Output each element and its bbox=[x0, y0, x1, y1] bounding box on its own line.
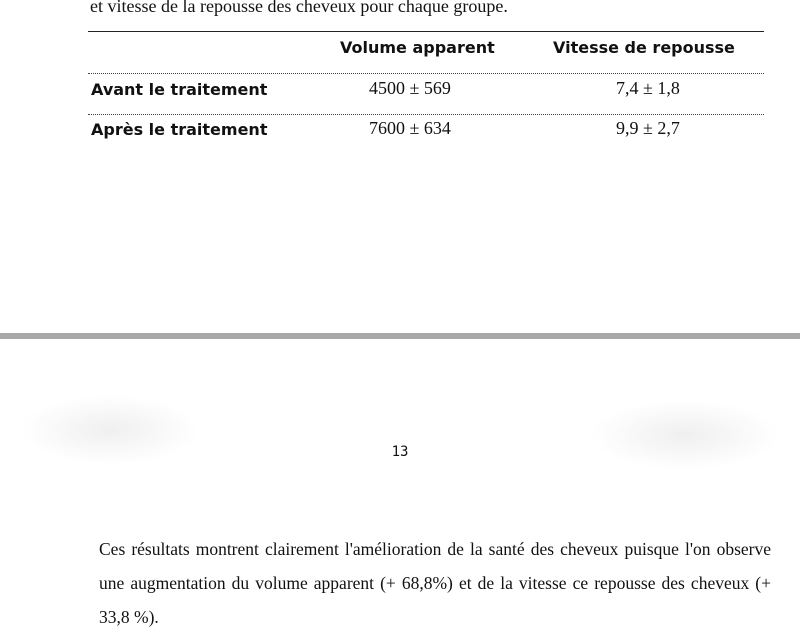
page-number: 13 bbox=[391, 444, 409, 460]
row-label-avant: Avant le traitement bbox=[91, 80, 268, 99]
table-header-divider bbox=[88, 73, 764, 74]
column-header-vitesse: Vitesse de repousse bbox=[553, 38, 735, 57]
cell-volume-apres: 7600 ± 634 bbox=[369, 118, 451, 138]
table-row-divider bbox=[88, 114, 764, 115]
results-paragraph: Ces résultats montrent clairement l'amélioration de la santé des cheveux puisque l'on observe une augmentation du volume apparent (+ 68,8%) et de la vitesse ce repousse des cheveux (+ 33,8 %). bbox=[99, 539, 771, 627]
table-caption: et vitesse de la repousse des cheveux pour chaque groupe. bbox=[90, 0, 508, 16]
cell-volume-avant: 4500 ± 569 bbox=[369, 78, 451, 98]
page-break-bar bbox=[0, 333, 800, 339]
cell-vitesse-avant: 7,4 ± 1,8 bbox=[616, 78, 680, 98]
column-header-volume: Volume apparent bbox=[340, 38, 495, 57]
row-label-apres: Après le traitement bbox=[91, 120, 268, 139]
table-top-rule bbox=[88, 31, 764, 32]
cell-vitesse-apres: 9,9 ± 2,7 bbox=[616, 118, 680, 138]
